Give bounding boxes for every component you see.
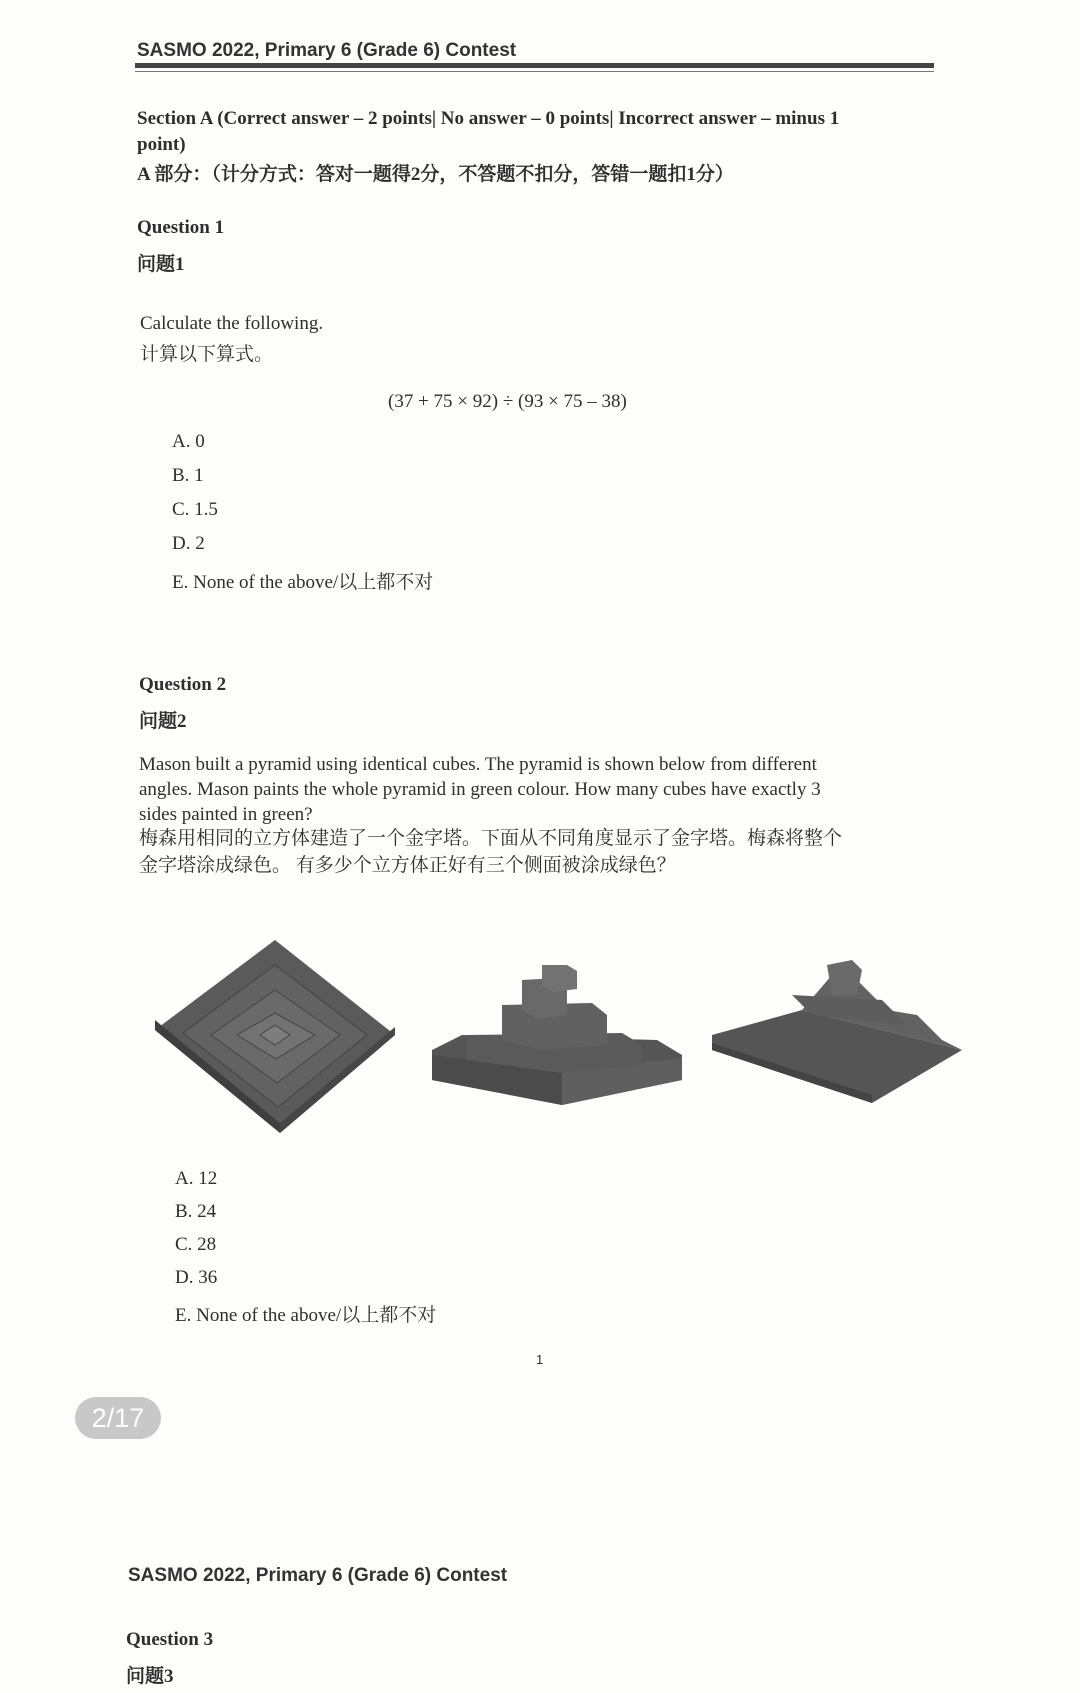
q1-option-d: D. 2 xyxy=(172,533,205,554)
q1-option-e: E. None of the above/以上都不对 xyxy=(172,572,434,593)
q3-label: Question 3 xyxy=(126,1629,214,1650)
q1-prompt-zh: 计算以下算式。 xyxy=(140,344,274,365)
page-number: 1 xyxy=(536,1352,544,1367)
q2-label: Question 2 xyxy=(139,674,227,695)
q2-option-e: E. None of the above/以上都不对 xyxy=(175,1305,437,1326)
q1-option-b: B. 1 xyxy=(172,465,204,486)
q1-expression: (37 + 75 × 92) ÷ (93 × 75 – 38) xyxy=(388,391,627,412)
q2-text-zh-line1: 梅森用相同的立方体建造了一个金字塔。下面从不同角度显示了金字塔。梅森将整个 xyxy=(139,828,843,849)
page-header: SASMO 2022, Primary 6 (Grade 6) Contest xyxy=(137,40,517,61)
section-title-line2: point) xyxy=(137,134,186,155)
pyramid-view-top-image xyxy=(155,935,400,1135)
q3-label-zh: 问题3 xyxy=(126,1666,174,1687)
q1-option-c: C. 1.5 xyxy=(172,499,218,520)
q2-text-line3: sides painted in green? xyxy=(139,804,313,825)
page-indicator-badge: 2/17 xyxy=(75,1397,161,1439)
next-page-header: SASMO 2022, Primary 6 (Grade 6) Contest xyxy=(128,1565,508,1586)
q2-option-c: C. 28 xyxy=(175,1234,217,1255)
q2-text-zh-line2: 金字塔涂成绿色。 有多少个立方体正好有三个侧面被涂成绿色？ xyxy=(139,855,676,876)
q2-text-line1: Mason built a pyramid using identical cubes. The pyramid is shown below from different xyxy=(139,754,817,775)
header-rule xyxy=(135,63,934,68)
pyramid-view-side-image xyxy=(432,965,682,1115)
q2-option-b: B. 24 xyxy=(175,1201,217,1222)
q1-label-zh: 问题1 xyxy=(137,254,185,275)
q2-text-line2: angles. Mason paints the whole pyramid in green colour. How many cubes have exactly 3 xyxy=(139,779,821,800)
q1-option-a: A. 0 xyxy=(172,431,205,452)
q1-prompt: Calculate the following. xyxy=(140,313,324,334)
header-rule-thin xyxy=(135,71,934,72)
pyramid-view-angle-image xyxy=(712,955,962,1105)
q1-label: Question 1 xyxy=(137,217,225,238)
q2-option-d: D. 36 xyxy=(175,1267,218,1288)
q2-label-zh: 问题2 xyxy=(139,711,187,732)
section-title-zh: A 部分：（计分方式：答对一题得2分，不答题不扣分，答错一题扣1分） xyxy=(137,164,734,185)
section-title-line1: Section A (Correct answer – 2 points| No answer – 0 points| Incorrect answer – minus 1 xyxy=(137,108,840,129)
q2-option-a: A. 12 xyxy=(175,1168,218,1189)
